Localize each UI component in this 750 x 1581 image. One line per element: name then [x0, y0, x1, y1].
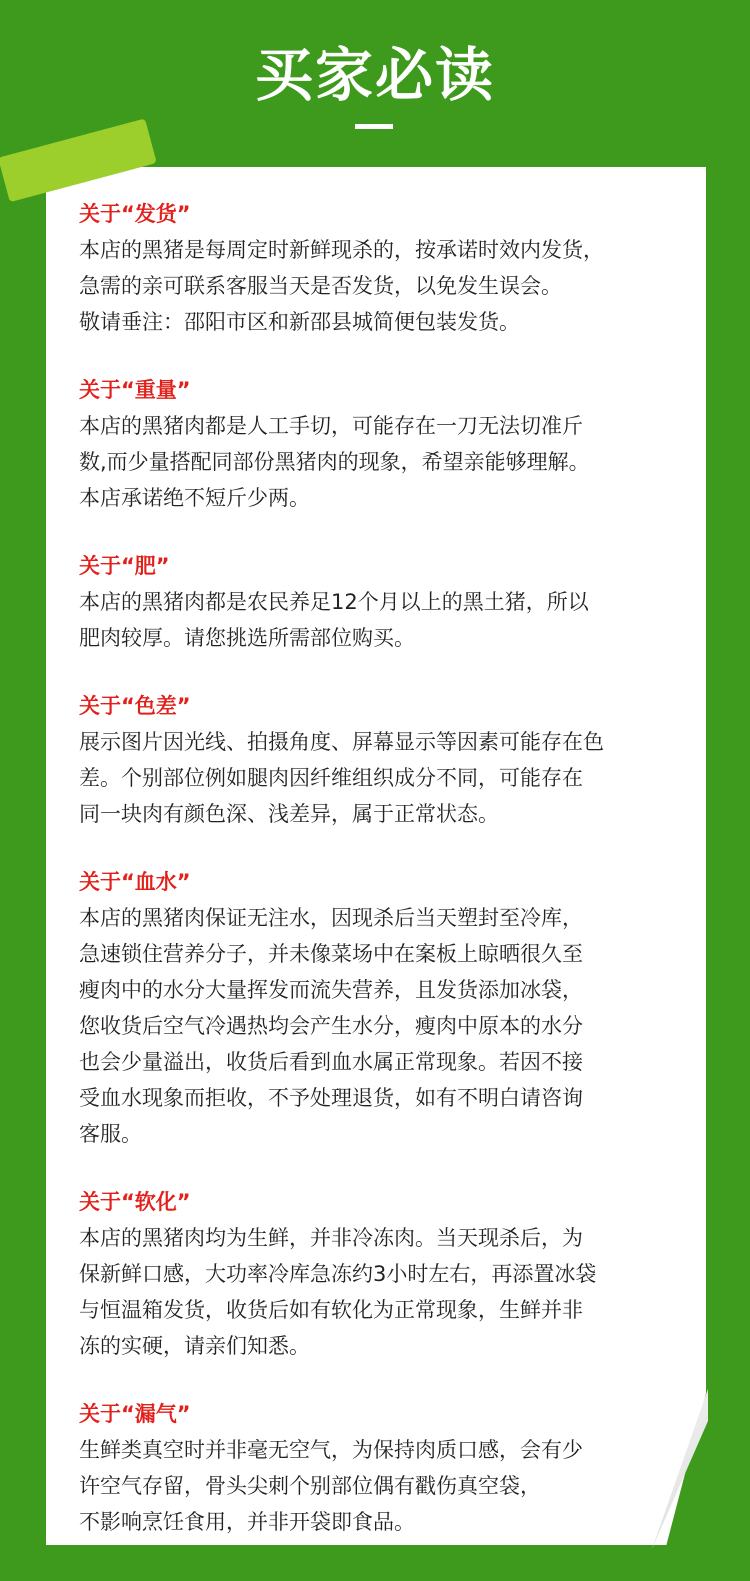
- section-text-line: 本店的黑猪肉都是人工手切，可能存在一刀无法切准斤: [79, 414, 583, 438]
- section-heading: 关于“肥”: [79, 554, 170, 578]
- section-text-line: 冻的实硬，请亲们知悉。: [79, 1334, 310, 1358]
- section-text-line: 本店的黑猪肉均为生鲜，并非冷冻肉。当天现杀后，为: [79, 1226, 583, 1250]
- section-text-line: 也会少量溢出，收货后看到血水属正常现象。若因不接: [79, 1050, 583, 1074]
- section-text-line: 同一块肉有颜色深、浅差异，属于正常状态。: [79, 802, 499, 826]
- section-text-line: 本店的黑猪肉保证无注水，因现杀后当天塑封至冷库，: [79, 906, 583, 930]
- section-text-line: 与恒温箱发货，收货后如有软化为正常现象，生鲜并非: [79, 1298, 583, 1322]
- section-text-line: 不影响烹饪食用，并非开袋即食品。: [79, 1510, 415, 1534]
- section-text-line: 您收货后空气冷遇热均会产生水分，瘦肉中原本的水分: [79, 1014, 583, 1038]
- section-text-line: 急速锁住营养分子，并未像菜场中在案板上晾晒很久至: [79, 942, 583, 966]
- section-text-line: 急需的亲可联系客服当天是否发货，以免发生误会。: [79, 274, 562, 298]
- title-divider: [355, 124, 393, 129]
- section-text-line: 客服。: [79, 1122, 142, 1146]
- notice-section-shipping: [79, 196, 689, 340]
- section-text-line: 数,而少量搭配同部份黑猪肉的现象，希望亲能够理解。: [79, 450, 590, 474]
- page-title: 买家必读: [254, 41, 495, 109]
- notice-section-weight: [79, 372, 689, 516]
- section-heading: 关于“重量”: [79, 378, 191, 402]
- notice-section-blood-water: [79, 864, 689, 1152]
- section-text-line: 受血水现象而拒收，不予处理退货，如有不明白请咨询: [79, 1086, 583, 1110]
- section-heading: 关于“血水”: [79, 870, 191, 894]
- section-text-line: 保新鲜口感，大功率冷库急冻约3小时左右，再添置冰袋: [79, 1262, 597, 1286]
- section-text-line: 许空气存留，骨头尖刺个别部位偶有戳伤真空袋，: [79, 1474, 541, 1498]
- section-text-line: 生鲜类真空时并非毫无空气，为保持肉质口感，会有少: [79, 1438, 583, 1462]
- notice-content: [79, 196, 689, 1572]
- section-heading: 关于“色差”: [79, 694, 191, 718]
- section-text-line: 差。个别部位例如腿肉因纤维组织成分不同，可能存在: [79, 766, 583, 790]
- section-text-line: 本店的黑猪是每周定时新鲜现杀的，按承诺时效内发货，: [79, 238, 604, 262]
- notice-section-color-difference: [79, 688, 689, 832]
- section-text-line: 肥肉较厚。请您挑选所需部位购买。: [79, 626, 415, 650]
- section-text-line: 展示图片因光线、拍摄角度、屏幕显示等因素可能存在色: [79, 730, 604, 754]
- section-text-line: 本店承诺绝不短斤少两。: [79, 486, 310, 510]
- section-text-line: 本店的黑猪肉都是农民养足12个月以上的黑土猪，所以: [79, 590, 589, 614]
- section-heading: 关于“软化”: [79, 1190, 191, 1214]
- section-heading: 关于“发货”: [79, 202, 191, 226]
- section-heading: 关于“漏气”: [79, 1402, 191, 1426]
- notice-section-fat: [79, 548, 689, 656]
- section-text-line: 敬请垂注：邵阳市区和新邵县城简便包装发货。: [79, 310, 520, 334]
- section-text-line: 瘦肉中的水分大量挥发而流失营养，且发货添加冰袋，: [79, 978, 583, 1002]
- notice-section-softening: [79, 1184, 689, 1364]
- notice-section-air-leak: [79, 1396, 689, 1540]
